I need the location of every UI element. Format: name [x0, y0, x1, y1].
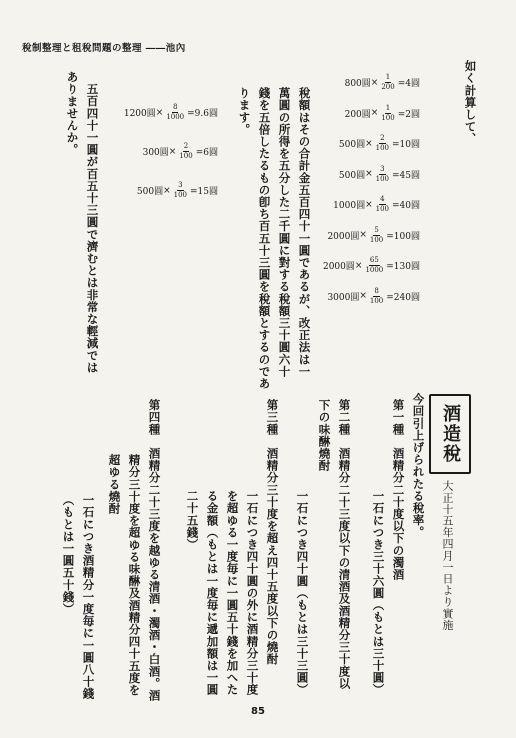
fraction-denominator: 100	[369, 235, 384, 244]
sake-col-11: 第四種 酒精分二十三度を越ゆる清酒・濁酒・白酒。酒	[147, 399, 162, 702]
fraction-numerator: 8	[172, 103, 178, 111]
formula-times: ×	[163, 185, 171, 196]
formula-fraction	[173, 182, 188, 199]
sake-col-14: 一石につき酒精分一度毎に一圓八十錢	[81, 494, 96, 700]
fraction-numerator: 1	[385, 103, 391, 112]
formula-result: =45圓	[392, 170, 420, 181]
formula-amount: 500圓	[136, 187, 164, 197]
formula-left-row-2	[143, 143, 218, 160]
para1-line-4: ります。	[237, 87, 252, 136]
fraction-denominator: 100	[381, 113, 395, 122]
formula-right-row-7	[323, 257, 420, 274]
sake-col-4: 下の味醂燒酎	[317, 399, 332, 472]
fraction-denominator: 100	[173, 191, 187, 199]
para1-line-3: 錢を五倍したるもの卽ち百五十三圓を稅額とするのであ	[257, 87, 272, 390]
formula-fraction	[369, 227, 384, 244]
formula-amount: 1000圓	[333, 201, 366, 211]
formula-right-row-1	[345, 74, 420, 91]
fraction-numerator: 8	[374, 286, 379, 295]
formula-times: ×	[354, 260, 363, 271]
formula-times: ×	[370, 77, 379, 88]
formula-result: =130圓	[386, 262, 420, 272]
intro-text: 如く計算して、	[463, 60, 478, 145]
sake-col-3: 第二種 酒精分二十三度以下の清酒及酒精分三十度以	[337, 399, 352, 690]
fraction-denominator: 1000	[166, 113, 185, 121]
sake-col-7: 一石につき四十圓の外に酒精分三十度	[245, 490, 260, 696]
sake-col-12: 精分三十度を超ゆる味醂及酒精分四十五度を	[127, 454, 142, 696]
formula-fraction	[369, 288, 384, 305]
sake-col-10: 二十五錢）	[185, 490, 200, 551]
sake-intro: 今回引上げられたる稅率。	[411, 393, 426, 539]
formula-amount: 500圓	[338, 140, 366, 150]
formula-amount: 2000圓	[327, 231, 360, 242]
para1-line-1: 稅額はその合計金五百四十一圓であるが、改正法は一	[297, 87, 312, 378]
fraction-denominator: 100	[179, 152, 193, 160]
formula-times: ×	[370, 108, 379, 118]
sake-col-5: 一石につき四十圓（もとは三十三圓）	[295, 490, 310, 696]
formula-left-row-3	[137, 182, 218, 199]
fraction-denominator: 100	[375, 205, 389, 213]
sake-col-13: 超ゆる燒酎	[107, 454, 122, 515]
formula-result: =100圓	[386, 231, 420, 242]
formula-fraction	[375, 135, 390, 152]
formula-times: ×	[359, 291, 367, 301]
formula-result: =10圓	[392, 140, 420, 150]
fraction-numerator: 3	[178, 181, 183, 189]
formula-result: =40圓	[392, 201, 420, 211]
formula-result: =15圓	[190, 187, 218, 197]
fraction-numerator: 3	[380, 164, 385, 173]
page-number: 85	[251, 706, 265, 717]
sake-tax-title: 酒造稅	[440, 404, 461, 464]
formula-amount: 500圓	[338, 170, 366, 181]
sake-col-1: 第一種 酒精分二十度以下の濁酒	[391, 399, 406, 581]
formula-fraction	[380, 74, 395, 91]
formula-result: =240圓	[386, 292, 420, 303]
fraction-denominator: 100	[375, 144, 389, 152]
fraction-denominator: 1000	[365, 266, 384, 274]
sake-col-15: （もとは一圓五十錢）	[61, 494, 76, 615]
sake-col-8: を超ゆる一度毎に一圓五十錢を加へた	[225, 490, 240, 696]
formula-left-row-1	[124, 104, 218, 121]
formula-fraction	[375, 166, 390, 183]
formula-right-row-5	[333, 196, 420, 213]
formula-right-row-2	[345, 105, 420, 122]
formula-amount: 2000圓	[322, 262, 355, 272]
formula-result: =2圓	[397, 109, 420, 120]
sake-col-6: 第三種 酒精分三十度を超え四十五度以下の燒酎	[265, 399, 280, 666]
sake-col-2: 一石につき三十六圓（もとは三十圓）	[371, 490, 386, 696]
formula-times: ×	[365, 199, 373, 210]
fraction-numerator: 2	[183, 142, 189, 150]
formula-right-row-3	[339, 135, 420, 152]
fraction-denominator: 100	[369, 296, 384, 305]
formula-times: ×	[168, 146, 177, 157]
formula-times: ×	[155, 107, 164, 118]
sake-tax-title-box	[429, 394, 471, 474]
fraction-numerator: 65	[369, 256, 379, 264]
sake-col-9: る金額（もとは一度毎に遞加額は一圓	[205, 490, 220, 696]
formula-fraction	[375, 196, 390, 213]
formula-fraction	[380, 105, 395, 122]
fraction-denominator: 200	[381, 83, 395, 91]
formula-right-row-8	[327, 288, 420, 305]
formula-amount: 300圓	[142, 148, 169, 158]
para2-line-2: ありませんか。	[65, 71, 80, 156]
fraction-numerator: 5	[374, 225, 379, 234]
fraction-numerator: 4	[380, 195, 385, 203]
formula-amount: 200圓	[344, 109, 371, 120]
para1-line-2: 萬圓の所得を五分した二千圓に對する稅額三十圓六十	[277, 87, 292, 378]
effective-date: 大正十五年四月一日より實施	[441, 480, 454, 631]
formula-times: ×	[359, 230, 367, 240]
formula-right-row-4	[339, 166, 420, 183]
formula-right-row-6	[327, 227, 420, 244]
formula-times: ×	[365, 169, 373, 179]
formula-amount: 800圓	[344, 79, 371, 89]
formula-fraction	[165, 104, 185, 121]
fraction-denominator: 100	[375, 174, 389, 183]
para2-line-1: 五百四十一圓が百五十三圓で濟むとは非常な輕減では	[85, 83, 100, 374]
formula-amount: 3000圓	[327, 292, 360, 303]
fraction-numerator: 2	[380, 134, 385, 142]
formula-times: ×	[365, 138, 373, 149]
running-header: 稅制整理と租稅問題の整理 ――池內	[22, 43, 186, 54]
formula-result: =6圓	[195, 148, 218, 158]
formula-result: =4圓	[397, 79, 420, 89]
formula-amount: 1200圓	[123, 109, 156, 119]
formula-result: =9.6圓	[187, 109, 218, 119]
formula-fraction	[178, 143, 193, 160]
formula-fraction	[364, 257, 384, 274]
fraction-numerator: 1	[385, 73, 391, 81]
